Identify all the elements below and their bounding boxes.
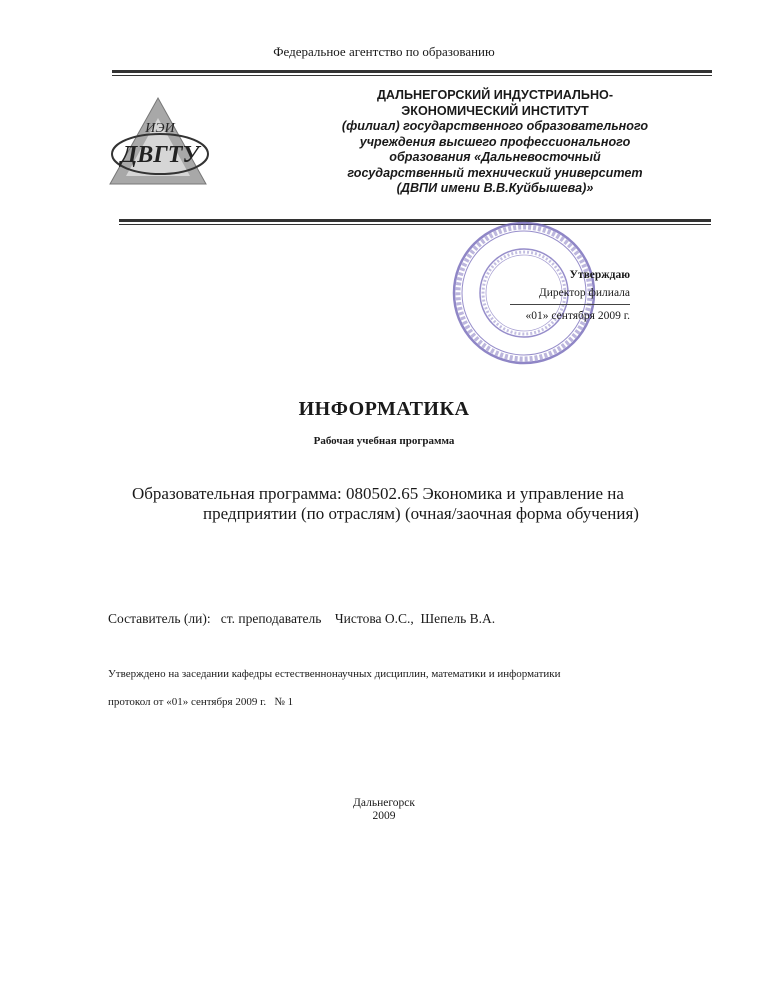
approval-position: Директор филиала xyxy=(538,287,630,299)
footer-block xyxy=(0,797,768,823)
header-top-rule xyxy=(112,70,712,76)
institute-body-line-3: образования «Дальневосточный xyxy=(389,150,601,164)
institute-body-line-2: учреждения высшего профессионального xyxy=(359,134,631,149)
institute-body-line-4: государственный технический университет xyxy=(347,165,643,180)
department-approval-text: Утверждено на заседании кафедры естественнонаучных дисциплин, математики и информатики xyxy=(108,668,561,680)
document-title: ИНФОРМАТИКА xyxy=(298,398,470,420)
logo-top-text: ИЭИ xyxy=(145,121,175,136)
footer-year: 2009 xyxy=(372,810,396,822)
approval-date: «01» сентября 2009 г. xyxy=(525,310,630,322)
compiler-line: Составитель (ли): ст. преподаватель Чистова О.С., Шепель В.А. xyxy=(108,611,496,626)
institute-body-line-1: (филиал) государственного образовательного xyxy=(341,119,649,133)
institute-name-line-2: ЭКОНОМИЧЕСКИЙ ИНСТИТУТ xyxy=(401,103,589,118)
approval-title: Утверждаю xyxy=(569,269,630,281)
institute-block xyxy=(320,88,670,197)
program-line-2: предприятии (по отраслям) (очная/заочная форма обучения) xyxy=(203,504,639,523)
agency-name: Федеральное агентство по образованию xyxy=(273,44,495,59)
institute-logo xyxy=(106,92,216,194)
institute-body-line-5: (ДВПИ имени В.В.Куйбышева)» xyxy=(396,181,594,195)
protocol-line: протокол от «01» сентября 2009 г. № 1 xyxy=(108,696,294,708)
program-line-1: Образовательная программа: 080502.65 Экономика и управление на xyxy=(132,484,624,503)
footer-city: Дальнегорск xyxy=(353,797,415,809)
logo-emblem-icon xyxy=(106,92,216,194)
logo-main-text: ДВГТУ xyxy=(120,142,200,168)
header-bottom-rule xyxy=(119,219,711,225)
institute-name-line-1: ДАЛЬНЕГОРСКИЙ ИНДУСТРИАЛЬНО- xyxy=(376,88,614,102)
document-subtitle: Рабочая учебная программа xyxy=(313,435,455,447)
approval-block xyxy=(470,266,630,325)
